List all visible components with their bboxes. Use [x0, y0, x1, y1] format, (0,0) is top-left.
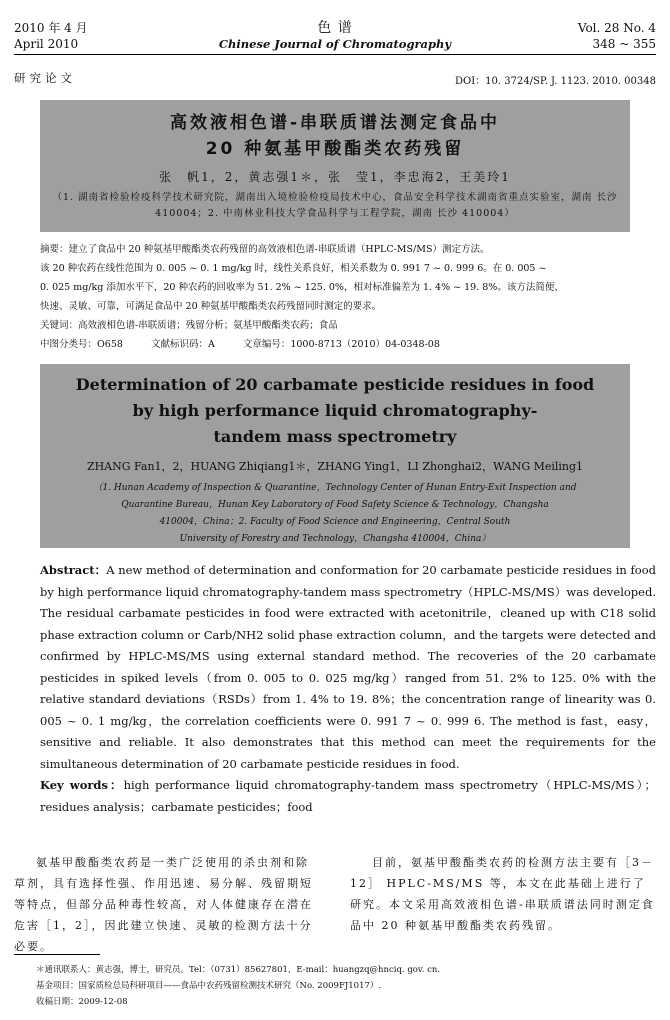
page-range: 348 ~ 355: [592, 37, 656, 51]
header-rule: [14, 54, 656, 55]
running-header: [14, 20, 656, 52]
article-id-field: [243, 335, 440, 354]
affiliation-line: （1. Hunan Academy of Inspection & Quarantine，Technology Center of Hunan Entry-Exit Inspection and: [93, 483, 577, 493]
keywords-paragraph: [40, 775, 656, 818]
chinese-title-box: [40, 100, 630, 232]
body-paragraph: 目前，氨基甲酸酯类农药的检测方法主要有［3－12］ HPLC-MS/MS 等，本文在此基础上进行了研究。本文采用高效液相色谱-串联质谱法同时测定食品中 20 种氨基甲酸酯类农药残留。: [350, 856, 655, 932]
english-title-line-3: tandem mass spectrometry: [213, 427, 457, 446]
issue-date-en: April 2010: [14, 37, 79, 51]
doi[interactable]: DOI：10. 3724/SP. J. 1123. 2010. 00348: [455, 76, 656, 87]
body-column-right: [350, 852, 656, 932]
body-paragraph: 氨基甲酸酯类农药是一类广泛使用的杀虫剂和除草剂，具有选择性强、作用迅速、易分解、残留期短等特点，但部分品种毒性较高，对人体健康存在潜在危害［1，2］，因此建立快速、灵敏的检测方法十分必要。: [14, 856, 313, 953]
chinese-keywords: 关键词：高效液相色谱-串联质谱；残留分析；氨基甲酸酯类农药；食品: [40, 320, 338, 331]
chinese-abstract-line: 该 20 种农药在线性范围为 0. 005 ~ 0. 1 mg/kg 时，线性关系良好，相关系数为 0. 991 7 ~ 0. 999 6。在 0. 005 ~: [40, 263, 547, 274]
footnotes: [36, 962, 656, 1010]
body-text: [14, 852, 656, 953]
clc-label: 中图分类号：: [40, 339, 98, 350]
issue-date-cn: 2010 年 4 月: [14, 21, 88, 35]
affiliation-line: 410004，China；2. Faculty of Food Science and Engineering，Central South: [159, 517, 511, 527]
footnote-rule: [14, 954, 100, 955]
corresponding-author-note: ＊通讯联系人：黄志强，博士，研究员。Tel：（0731）85627801，E-mail：huangzq@hnciq. gov. cn.: [36, 965, 441, 975]
english-title-box: [40, 364, 630, 548]
volume-info: [578, 20, 656, 52]
clc-value: O658: [97, 339, 123, 350]
received-date-note: 收稿日期：2009-12-08: [36, 997, 128, 1007]
journal-title: Chinese Journal of Chromatography: [218, 37, 452, 51]
abstract-label: Abstract：: [40, 563, 107, 577]
article-id-value: 1000-8713（2010）04-0348-08: [290, 339, 440, 350]
chinese-authors: 张 帆1，2，黄志强1＊，张 莹1，李忠海2，王美玲1: [159, 170, 511, 184]
chinese-title-line-2: 20 种氨基甲酸酯类农药残留: [205, 139, 465, 159]
chinese-abstract-line: 快速、灵敏、可靠，可满足食品中 20 种氨基甲酸酯类农药残留同时测定的要求。: [40, 301, 382, 312]
abstract-paragraph: [40, 560, 656, 775]
keywords-label: Key words：: [40, 778, 124, 792]
classification-row: [40, 335, 630, 354]
affiliation-line: University of Forestry and Technology，Changsha 410004，China）: [179, 534, 491, 544]
body-column-left: [14, 852, 320, 953]
chinese-title-line-1: 高效液相色谱-串联质谱法测定食品中: [169, 113, 501, 133]
volume-number: Vol. 28 No. 4: [577, 21, 656, 35]
chinese-abstract: [40, 240, 630, 354]
article-id-label: 文章编号：: [242, 339, 291, 350]
chinese-affiliation: （1. 湖南省检验检疫科学技术研究院，湖南出入境检验检疫局技术中心，食品安全科学技术湖南省重点实验室，湖南 长沙 410004；2. 中南林业科技大学食品科学与工程学院，湖南 长沙 410004）: [52, 192, 618, 219]
doc-code-value: A: [207, 339, 215, 350]
affiliation-line: Quarantine Bureau，Hunan Key Laboratory of Food Safety Science & Technology，Changsha: [121, 500, 549, 510]
english-title-line-2: by high performance liquid chromatography-: [132, 401, 538, 420]
clc-field: [40, 335, 123, 354]
english-abstract: [40, 560, 656, 818]
english-affiliation: [40, 480, 630, 548]
journal-name-block: [14, 20, 656, 52]
english-title-line-1: Determination of 20 carbamate pesticide residues in food: [75, 375, 595, 394]
funding-note: 基金项目：国家质检总局科研项目——食品中农药残留检测技术研究（No. 2009FJ1017）.: [36, 981, 382, 991]
keywords-text: high performance liquid chromatography-tandem mass spectrometry（HPLC-MS/MS）；residues analysis；carbamate pesticides；food: [40, 778, 657, 814]
doc-code-label: 文献标识码：: [150, 339, 208, 350]
abstract-text: A new method of determination and conformation for 20 carbamate pesticide residues in food by high performance liquid chromatography-tandem mass spectrometry（HPLC-MS/MS）was developed. The residual carbamate pesticides in food were extracted with acetonitrile，cleaned up with C18 solid phase extraction column or Carb/NH2 solid phase extraction column，and the targets were detected and confirmed by HPLC-MS/MS using external standard method. The recoveries of the 20 carbamate pesticides in spiked levels（from 0. 005 to 0. 025 mg/kg）ranged from 51. 2% to 125. 0% with the relative standard deviations（RSDs）from 1. 4% to 19. 8%；the concentration range of linearity was 0. 005 ~ 0. 1 mg/kg，the correlation coefficients were 0. 991 7 ~ 0. 999 6. The method is fast，easy，sensitive and reliable. It also demonstrates that this method can meet the requirements for the simultaneous determination of 20 carbamate pesticide residues in food.: [40, 563, 657, 771]
chinese-abstract-line: 摘要：建立了食品中 20 种氨基甲酸酯类农药残留的高效液相色谱-串联质谱（HPLC-MS/MS）测定方法。: [40, 244, 490, 255]
chinese-abstract-line: 0. 025 mg/kg 添加水平下，20 种农药的回收率为 51. 2% ~ 125. 0%，相对标准偏差为 1. 4% ~ 19. 8%。该方法简便、: [40, 282, 564, 293]
doc-code-field: [151, 335, 215, 354]
article-type: 研究论文: [14, 71, 76, 85]
english-authors: ZHANG Fan1，2，HUANG Zhiqiang1＊，ZHANG Ying1，LI Zhonghai2，WANG Meiling1: [86, 460, 584, 473]
journal-logo: 色 谱: [317, 20, 353, 36]
